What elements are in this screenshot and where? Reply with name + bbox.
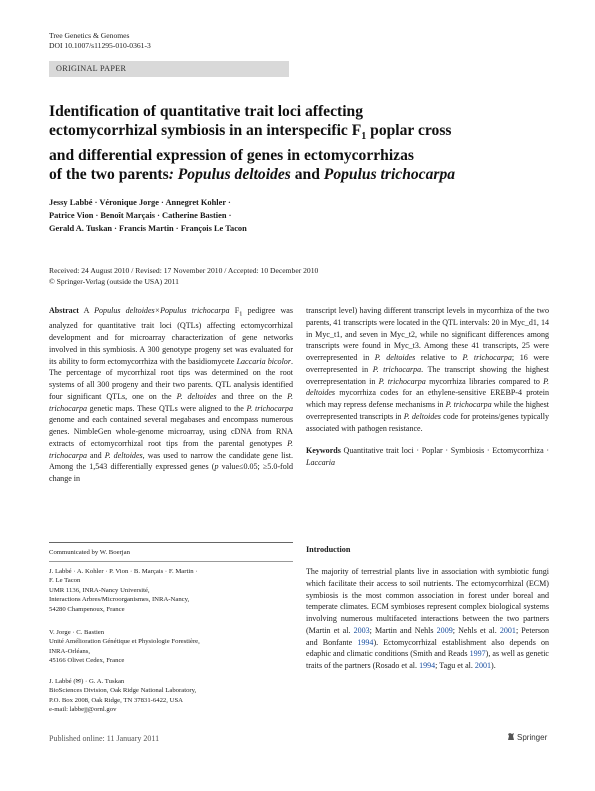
affiliation-3: J. Labbé (✉) · G. A. Tuskan BioSciences Division, Oak Ridge National Laboratory, P.O. Box 2008, Oak Ridge, TN 37831-6422, USA e-mail: labbejj@ornl.gov xyxy=(49,677,293,715)
section-band xyxy=(49,61,289,77)
published-online: Published online: 11 January 2011 xyxy=(49,734,160,743)
author-email[interactable]: e-mail: labbejj@ornl.gov xyxy=(49,706,117,714)
citation-link[interactable]: 1994 xyxy=(357,637,374,647)
section-label: ORIGINAL PAPER xyxy=(56,64,127,73)
journal-doi: DOI 10.1007/s11295-010-0361-3 xyxy=(49,41,151,50)
communicated-by: Communicated by W. Boerjan xyxy=(49,549,130,556)
abstract-left-column xyxy=(49,305,293,485)
abstract-right-column: transcript level) having different transcript levels in mycorrhiza of the two parents, 41 transcripts were located in the QTL intervals: 20 in Myc_d1, 14 in Myc_t1, and seven in Myc_t2, while no significant differences among transcripts were found in Myc_t3. Among these 41 transcripts, 25 were overrepresented in P. deltoides relative to P. trichocarpa; 16 were overrepresented in P. trichocarpa. The transcript showing the highest overrepresentation in P. trichocarpa mycorrhiza libraries compared to P. deltoides mycorrhiza codes for an ethylene-sensitive EREBP-4 protein which may repress defense mechanisms in P. trichocarpa while the highest overrepresented transcripts in P. deltoides code for proteins/genes typically associated with pathogen resistance. Keywords Quantitative trait loci · Poplar · Symbiosis · Ectomycorrhiza · Laccaria xyxy=(306,306,549,467)
keywords: Keywords Quantitative trait loci · Poplar · Symbiosis · Ectomycorrhiza · Laccaria xyxy=(306,446,549,467)
journal-header xyxy=(49,31,151,51)
citation-link[interactable]: 2003 xyxy=(353,625,370,635)
publisher-logo: Springer xyxy=(507,732,547,742)
abstract-text: Abstract A Populus deltoides×Populus trichocarpa $F_1$ pedigree was analyzed for quantitative trait loci (QTLs) affecting ectomycorrhizal development and for microarray characterization of gene networks involved in this symbiosis. A 300 genotype progeny set was evaluated for its ability to form ectomycorrhiza with the basidiomycete Laccaria bicolor. The percentage of mycorrhizal root tips was determined on the root systems of all 300 progeny and their two parents. QTL analysis identified four significant QTLs, one on the P. deltoides and three on the P. trichocarpa genetic maps. These QTLs were aligned to the P. trichocarpa genome and each contained several megabases and encompass numerous genes. NimbleGen whole-genome microarray, using cDNA from RNA extracts of ectomycorrhizal root tips from the parental genotypes P. trichocarpa and P. deltoides, was used to narrow the candidate gene list. Among the 1,543 differentially expressed genes (p value≤0.05; ≥5.0-fold change in xyxy=(49,306,293,484)
footnote-rule xyxy=(49,542,293,543)
affiliation-2: V. Jorge · C. Bastien Unité Amélioration Génétique et Physiologie Forestière, INRA-Orléans, 45166 Olivet Cedex, France xyxy=(49,629,200,665)
citation-link[interactable]: 2001 xyxy=(499,625,516,635)
introduction-text: The majority of terrestrial plants live in association with symbiotic fungi which facilitate their access to soil nutrients. The ectomycorrhizal (ECM) symbiosis is the most common association in forest under boreal and temperate climates. ECM symbioses represent complex biological systems involving numerous multifaceted interactions between the two partners (Martin et al. 2003; Martin and Nehls 2009; Nehls et al. 2001; Peterson and Bonfante 1994). Ectomycorrhizal establishment also depends on edaphic and climatic conditions (Smith and Reads 1997), as well as genetic traits of the partners (Rosado et al. 1994; Tagu et al. 2001). xyxy=(306,567,550,670)
citation-link[interactable]: 1994 xyxy=(419,661,436,670)
author-list: Jessy Labbé · Véronique Jorge · Annegret Kohler · Patrice Vion · Benoît Marçais · Catherine Bastien · Gerald A. Tuskan · Francis Martin · François Le Tacon xyxy=(49,198,247,233)
footnote-divider xyxy=(49,561,293,562)
article-dates: Received: 24 August 2010 / Revised: 17 November 2010 / Accepted: 10 December 2010 © Springer-Verlag (outside the USA) 2011 xyxy=(49,266,319,286)
citation-link[interactable]: 2009 xyxy=(436,625,453,635)
springer-horse-icon xyxy=(507,732,515,741)
paper-title: Identification of quantitative trait loci affecting ectomycorrhizal symbiosis in an interspecific $F_1$ poplar cross and differential expression of genes in ectomycorrhizas of the two parents: Populus deltoides and Populus trichocarpa xyxy=(49,103,456,184)
citation-link[interactable]: 2001 xyxy=(474,661,492,670)
journal-name: Tree Genetics & Genomes xyxy=(49,31,130,40)
introduction-heading: Introduction xyxy=(306,545,351,554)
citation-link[interactable]: 1997 xyxy=(469,649,486,659)
affiliation-1: J. Labbé · A. Kohler · P. Vion · B. Marçais · F. Martin · F. Le Tacon UMR 1136, INRA-Nancy Université, Interactions Arbres/Microorganismes, INRA-Nancy, 54280 Champenoux, France xyxy=(49,568,198,613)
